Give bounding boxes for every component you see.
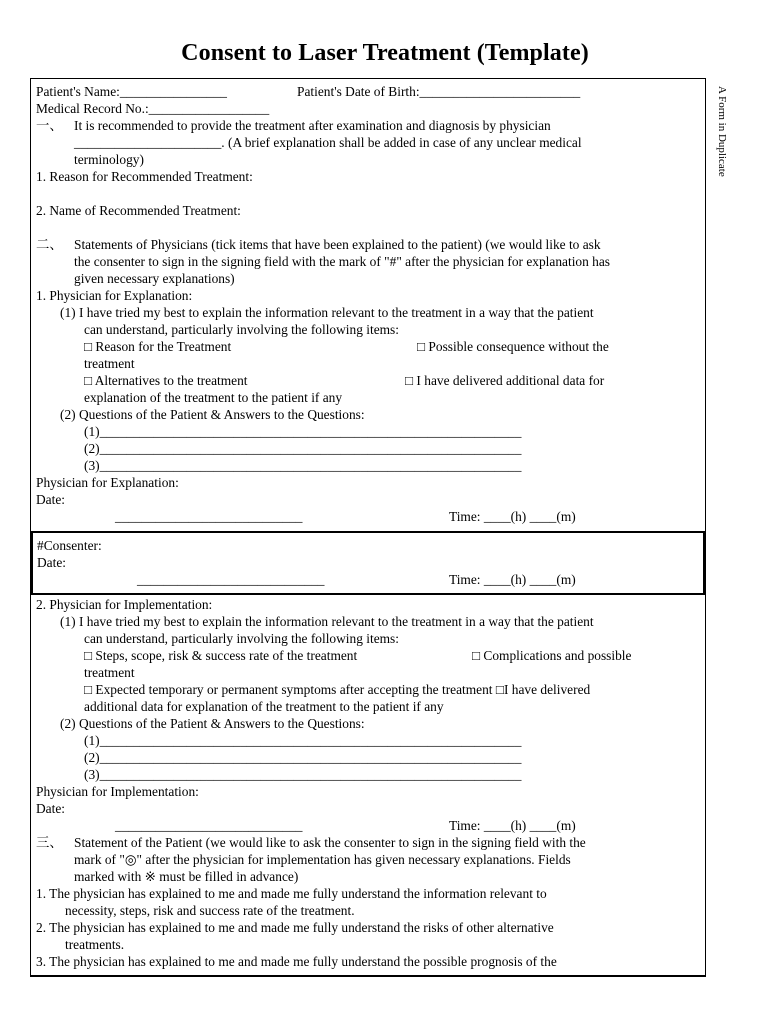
explanation-signature-field[interactable]: ____________________________ xyxy=(115,509,303,524)
statement-item-3: 3. The physician has explained to me and made me fully understand the possible prognosis of the xyxy=(36,954,557,969)
treatment-reason-field[interactable]: 1. Reason for Recommended Treatment: xyxy=(36,169,253,184)
reason-checkbox[interactable]: □ Reason for the Treatment xyxy=(84,339,232,354)
checkbox-continuation: explanation of the treatment to the patient if any xyxy=(84,390,343,405)
explanation-question-1[interactable]: (1)_______________________________________________________________ xyxy=(84,424,522,439)
explanation-question-3[interactable]: (3)_______________________________________________________________ xyxy=(84,458,522,473)
page-title: Consent to Laser Treatment (Template) xyxy=(181,40,589,66)
checkbox-continuation: treatment xyxy=(84,665,135,680)
section-3-marker: 三、 xyxy=(36,835,63,850)
statement-item-2: 2. The physician has explained to me and made me fully understand the risks of other alternative xyxy=(36,920,554,935)
explanation-item-1: can understand, particularly involving the following items: xyxy=(84,322,399,337)
physician-diagnosis-field[interactable]: ______________________. (A brief explanation shall be added in case of any unclear medical xyxy=(74,135,582,150)
statement-item-2: treatments. xyxy=(65,937,125,952)
consenter-box xyxy=(31,531,705,595)
statement-item-1: necessity, steps, risk and success rate of the treatment. xyxy=(65,903,355,918)
statement-item-1: 1. The physician has explained to me and made me fully understand the information relevant to xyxy=(36,886,547,901)
implementation-item-1: can understand, particularly involving the following items: xyxy=(84,631,399,646)
explanation-item-2: (2) Questions of the Patient & Answers to the Questions: xyxy=(60,407,365,422)
medical-record-field[interactable]: Medical Record No.:__________________ xyxy=(36,101,270,116)
implementation-physician-label: Physician for Implementation: xyxy=(36,784,199,799)
date-of-birth-field[interactable]: Patient's Date of Birth:________________________ xyxy=(297,84,581,99)
implementation-date-label: Date: xyxy=(36,801,65,816)
section-3-text: Statement of the Patient (we would like to ask the consenter to sign in the signing field with the xyxy=(74,835,586,850)
checkbox-continuation: additional data for explanation of the treatment to the patient if any xyxy=(84,699,444,714)
explanation-heading: 1. Physician for Explanation: xyxy=(36,288,193,303)
consenter-date-label: Date: xyxy=(37,555,66,570)
consent-form xyxy=(30,78,706,977)
patient-name-field[interactable]: Patient's Name:________________ xyxy=(36,84,227,99)
steps-checkbox[interactable]: □ Steps, scope, risk & success rate of the treatment xyxy=(84,648,358,663)
treatment-name-field[interactable]: 2. Name of Recommended Treatment: xyxy=(36,203,241,218)
section-1-marker: 一、 xyxy=(36,118,63,133)
explanation-question-2[interactable]: (2)_______________________________________________________________ xyxy=(84,441,522,456)
alternatives-checkbox[interactable]: □ Alternatives to the treatment xyxy=(84,373,248,388)
section-2-text: Statements of Physicians (tick items that have been explained to the patient) (we would like to ask xyxy=(74,237,601,252)
consequence-checkbox[interactable]: □ Possible consequence without the xyxy=(417,339,609,354)
explanation-item-1: (1) I have tried my best to explain the information relevant to the treatment in a way that the patient xyxy=(60,305,594,320)
checkbox-continuation: treatment xyxy=(84,356,135,371)
implementation-question-3[interactable]: (3)_______________________________________________________________ xyxy=(84,767,522,782)
consenter-signature-field[interactable]: ____________________________ xyxy=(137,572,325,587)
section-3-text: mark of "◎" after the physician for implementation has given necessary explanations. Fields xyxy=(74,852,571,867)
implementation-time-field[interactable]: Time: ____(h) ____(m) xyxy=(449,818,576,833)
section-2-marker: 二、 xyxy=(36,237,63,252)
explanation-time-field[interactable]: Time: ____(h) ____(m) xyxy=(449,509,576,524)
explanation-physician-label: Physician for Explanation: xyxy=(36,475,179,490)
section-1-text: terminology) xyxy=(74,152,144,167)
consenter-time-field[interactable]: Time: ____(h) ____(m) xyxy=(449,572,576,587)
implementation-item-1: (1) I have tried my best to explain the information relevant to the treatment in a way that the patient xyxy=(60,614,594,629)
explanation-date-label: Date: xyxy=(36,492,65,507)
implementation-question-2[interactable]: (2)_______________________________________________________________ xyxy=(84,750,522,765)
consenter-label: #Consenter: xyxy=(37,538,102,553)
complications-checkbox[interactable]: □ Complications and possible xyxy=(472,648,632,663)
implementation-item-2: (2) Questions of the Patient & Answers to the Questions: xyxy=(60,716,365,731)
section-2-text: the consenter to sign in the signing field with the mark of "#" after the physician for explanation has xyxy=(74,254,611,269)
section-3-text: marked with ※ must be filled in advance) xyxy=(74,869,299,884)
expected-symptoms-checkbox[interactable]: □ Expected temporary or permanent symptoms after accepting the treatment □I have delivered xyxy=(84,682,591,697)
implementation-signature-field[interactable]: ____________________________ xyxy=(115,818,303,833)
implementation-question-1[interactable]: (1)_______________________________________________________________ xyxy=(84,733,522,748)
additional-data-checkbox[interactable]: □ I have delivered additional data for xyxy=(405,373,605,388)
implementation-heading: 2. Physician for Implementation: xyxy=(36,597,213,612)
duplicate-form-note: A Form in Duplicate xyxy=(716,86,728,177)
section-2-text: given necessary explanations) xyxy=(74,271,235,286)
section-1-text: It is recommended to provide the treatment after examination and diagnosis by physician xyxy=(74,118,551,133)
